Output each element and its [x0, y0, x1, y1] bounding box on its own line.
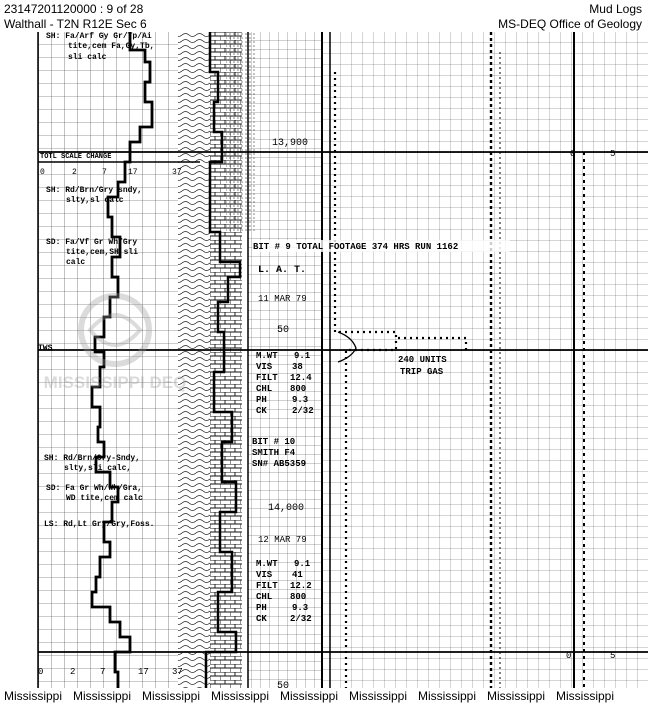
lith-note: LS: Rd,Lt Gry/Gry,Foss.: [44, 520, 155, 529]
scale-top-tick: 17: [128, 168, 138, 177]
lith-note: calc: [66, 258, 86, 267]
footer-word: Mississippi: [349, 689, 408, 703]
lith-note: sli calc: [68, 53, 107, 62]
mud-prop-name: FILT: [256, 581, 278, 591]
gas-scale-tick: 5: [610, 149, 616, 159]
bit10-line: SMITH F4: [252, 448, 296, 458]
scale-bottom-tick: 0: [38, 667, 44, 677]
mud-prop-name: PH: [256, 603, 267, 613]
lith-note: SH: Rd/Brn/Gry-Sndy,: [44, 454, 141, 463]
bit9-summary: BIT # 9 TOTAL FOOTAGE 374 HRS RUN 1162: [253, 242, 459, 252]
lith-note: tite,cem,SH,sli: [66, 248, 139, 257]
scale-top-tick: 2: [72, 168, 77, 177]
scale-top-tick: 0: [40, 168, 45, 177]
scale-bottom-tick: 37: [172, 667, 183, 677]
mud-prop-name: M.WT: [256, 351, 278, 361]
left-marker: TWS: [38, 344, 53, 353]
mud-prop-value: 9.3: [292, 395, 309, 405]
mud-prop-name: PH: [256, 395, 267, 405]
depth-label: 14,000: [268, 503, 305, 514]
mud-prop-value: 38: [292, 362, 303, 372]
well-location: Walthall - T2N R12E Sec 6: [4, 17, 147, 31]
document-type: Mud Logs: [589, 2, 642, 16]
gas-note: TRIP GAS: [400, 367, 444, 377]
mud-prop-value: 12.4: [290, 373, 312, 383]
mud-prop-name: CK: [256, 406, 267, 416]
mud-prop-value: 2/32: [292, 406, 314, 416]
footer-word: Mississippi: [556, 689, 615, 703]
mud-prop-value: 41: [292, 570, 303, 580]
mud-prop-value: 12.2: [290, 581, 312, 591]
footer-word: Mississippi: [4, 689, 63, 703]
lith-note: WD tite,cem calc: [66, 494, 143, 503]
gas-track: [322, 32, 648, 688]
mud-prop-value: 2/32: [290, 614, 312, 624]
gas-scale-tick: 5: [610, 651, 616, 661]
date-label: 11 MAR 79: [258, 294, 307, 304]
mud-prop-name: FILT: [256, 373, 278, 383]
gas-note: 240 UNITS: [398, 355, 447, 365]
scale-top-tick: 7: [102, 168, 107, 177]
lith-note: slty,sli calc,: [64, 464, 132, 473]
footer-watermark-row: [0, 689, 648, 705]
lith-note: slty,sl calc: [66, 196, 124, 205]
date-label: 12 MAR 79: [258, 535, 307, 545]
depth-label: 50: [277, 681, 290, 688]
footer-word: Mississippi: [73, 689, 132, 703]
office-name: MS-DEQ Office of Geology: [498, 17, 642, 31]
mud-prop-name: CHL: [256, 592, 273, 602]
lith-note: SH: Fa/Arf Gy Gr/Tp/Ai: [46, 32, 152, 41]
footer-word: Mississippi: [142, 689, 201, 703]
mud-prop-value: 800: [290, 592, 307, 602]
mud-prop-name: VIS: [256, 570, 273, 580]
footer-word: Mississippi: [280, 689, 339, 703]
lith-note: SD: Fa/Vf Gr Wh/Gry: [46, 238, 138, 247]
mud-prop-name: M.WT: [256, 559, 278, 569]
lith-note: SD: Fa Gr Wh/Wh/Gra,: [46, 484, 143, 493]
depth-label: 50: [277, 325, 290, 336]
document-id: 23147201120000 : 9 of 28: [4, 2, 144, 16]
gas-scale-tick: 0: [566, 651, 572, 661]
scale-top-tick: 37: [172, 168, 182, 177]
mud-prop-value: 9.3: [292, 603, 309, 613]
lith-note: tite,cem Fa,Gy,Tb,: [68, 42, 155, 51]
mud-prop-name: VIS: [256, 362, 273, 372]
mud-prop-value: 9.1: [294, 351, 311, 361]
footer-word: Mississippi: [487, 689, 546, 703]
mud-prop-name: CHL: [256, 384, 273, 394]
mud-prop-value: 800: [290, 384, 307, 394]
bit10-line: BIT # 10: [252, 437, 296, 447]
footer-word: Mississippi: [418, 689, 477, 703]
scale-change-label: TOTL SCALE CHANGE: [40, 153, 112, 161]
bit10-line: SN# AB5359: [252, 459, 307, 469]
mdeq-watermark-logo: [40, 290, 190, 430]
scale-bottom-tick: 17: [138, 667, 149, 677]
scale-bottom-tick: 7: [100, 667, 106, 677]
mud-prop-value: 9.1: [294, 559, 311, 569]
depth-label: 13,900: [272, 138, 309, 149]
scale-bottom-tick: 2: [70, 667, 76, 677]
footer-word: Mississippi: [211, 689, 270, 703]
lat-label: L. A. T.: [258, 265, 307, 276]
lith-note: SH: Rd/Brn/Gry sndy,: [46, 186, 143, 195]
watermark-text: MISSISSIPPI DEQ: [43, 373, 187, 392]
gas-scale-tick: 0: [570, 149, 576, 159]
mud-prop-name: CK: [256, 614, 267, 624]
